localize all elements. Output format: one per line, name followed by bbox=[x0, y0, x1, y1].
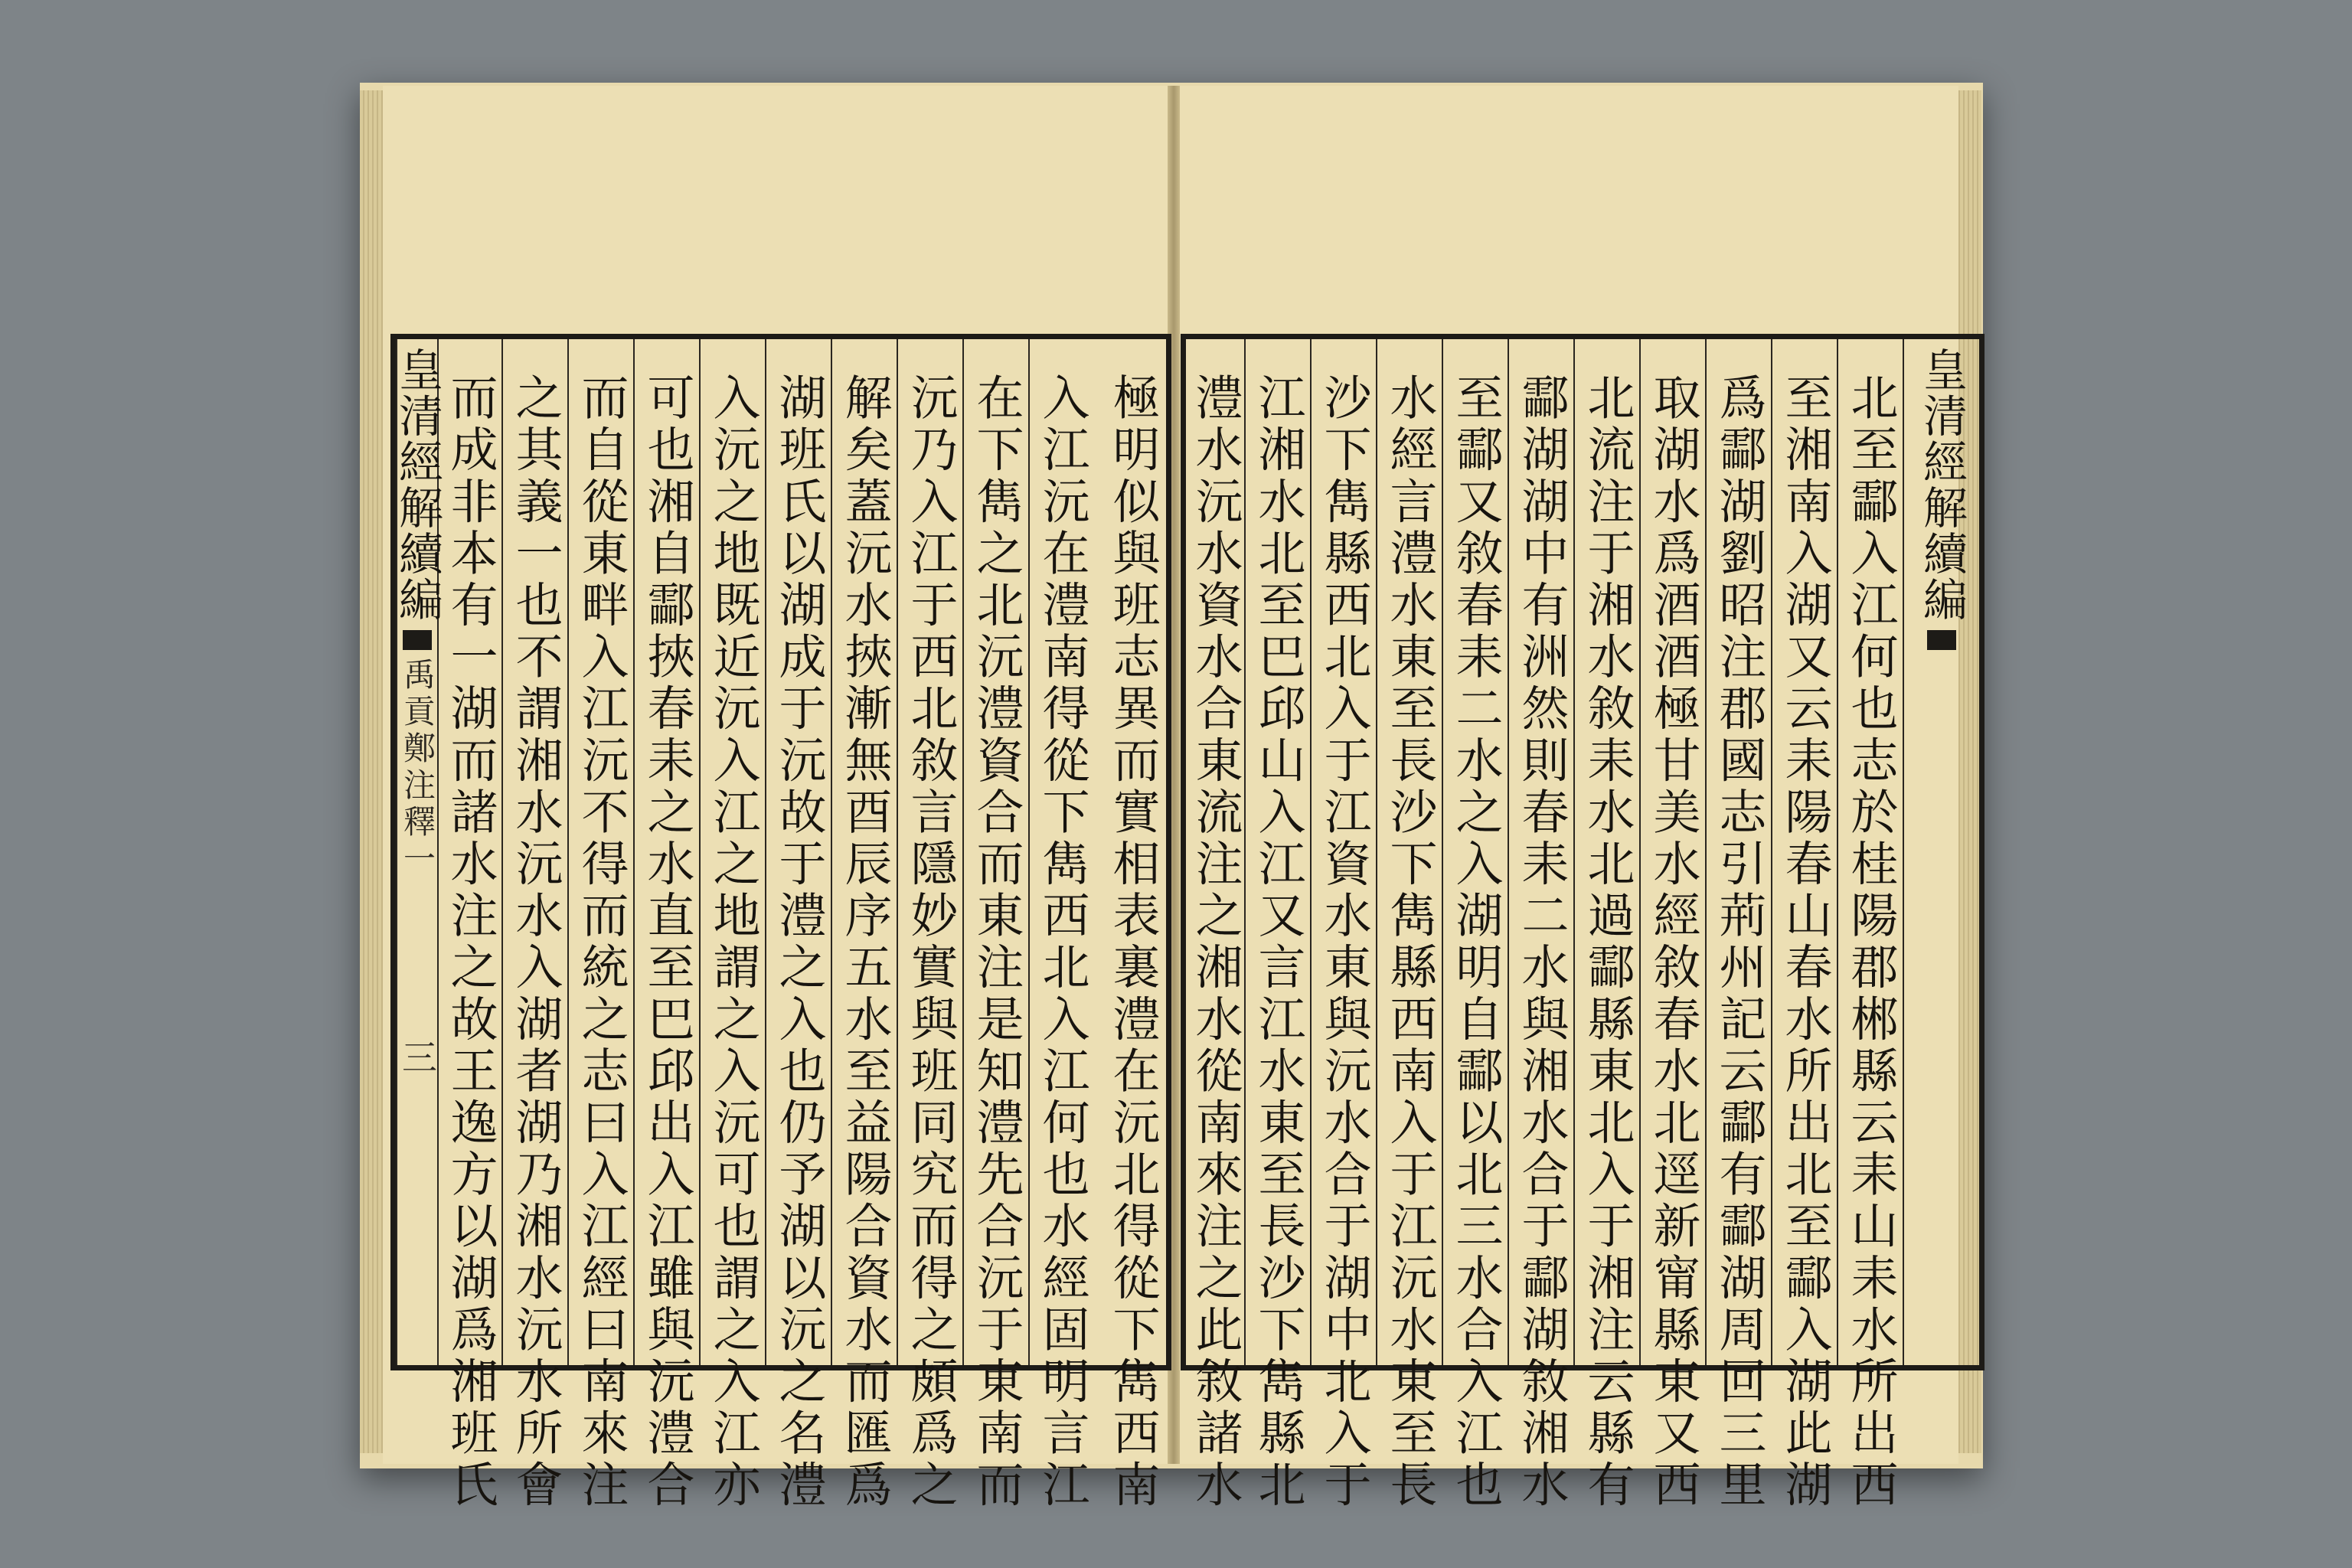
column-text: 入江沅在澧南得從下雋西北入江何也水經固明言江 bbox=[1034, 373, 1090, 1512]
column-text: 而自從東畔入江沅不得而統之志曰入江經曰南來注 bbox=[573, 373, 629, 1512]
text-column bbox=[1508, 339, 1573, 1512]
column-text: 沅乃入江于西北敘言隱妙實與班同究而得之頗爲之 bbox=[903, 373, 959, 1512]
left-text-frame bbox=[390, 334, 1171, 1512]
column-text: 水經言澧水東至長沙下雋縣西南入于江沅水東至長 bbox=[1382, 373, 1438, 1512]
text-column bbox=[1310, 339, 1376, 1512]
column-text: 澧水沅水資水合東流注之湘水從南來注之此敘諸水 bbox=[1187, 373, 1243, 1512]
column-text: 北流注于湘水敘耒水北過酃縣東北入于湘注云縣有 bbox=[1579, 373, 1635, 1512]
text-column bbox=[1771, 339, 1837, 1512]
text-column bbox=[501, 339, 567, 1512]
column-text: 酃湖湖中有洲然則春耒二水與湘水合于酃湖敘湘水 bbox=[1514, 373, 1570, 1512]
text-column bbox=[1186, 339, 1244, 1512]
book-title: 皇清經解續編 bbox=[391, 347, 443, 622]
text-column bbox=[1573, 339, 1639, 1512]
text-column bbox=[831, 339, 897, 1512]
text-column bbox=[897, 339, 962, 1512]
text-column bbox=[1442, 339, 1508, 1512]
chapter-title: 禹貢鄭注釋一 bbox=[399, 658, 436, 878]
text-column bbox=[765, 339, 831, 1512]
fold-column bbox=[391, 339, 443, 1365]
column-text: 沙下雋縣西北入于江資水東與沅水合于湖中北入于 bbox=[1316, 373, 1372, 1512]
text-column bbox=[1705, 339, 1771, 1512]
text-column bbox=[567, 339, 633, 1512]
column-text: 入沅之地既近沅入江之地謂之入沅可也謂之入江亦 bbox=[705, 373, 761, 1512]
column-text: 極明似與班志異而實相表裏澧在沅北得從下雋西南 bbox=[1105, 373, 1161, 1512]
column-text: 可也湘自酃挾春耒之水直至巴邱出入江雖與沅澧合 bbox=[639, 373, 695, 1512]
column-text: 至湘南入湖又云耒陽春山春水所出北至酃入湖此湖 bbox=[1777, 373, 1833, 1512]
column-text: 爲酃湖劉昭注郡國志引荊州記云酃有酃湖周回三里 bbox=[1711, 373, 1767, 1512]
text-column bbox=[1244, 339, 1310, 1512]
column-text: 而成非本有一湖而諸水注之故王逸方以湖爲湘班氏 bbox=[443, 373, 498, 1512]
text-column bbox=[1837, 339, 1903, 1512]
right-text-frame bbox=[1181, 334, 1984, 1512]
fold-column bbox=[1903, 339, 1979, 1365]
fish-tail-mark bbox=[403, 630, 432, 650]
text-column bbox=[633, 339, 699, 1512]
column-text: 北至酃入江何也志於桂陽郡郴縣云耒山耒水所出西 bbox=[1843, 373, 1899, 1512]
column-text: 之其義一也不謂湘水沅水入湖者湖乃湘水沅水所會 bbox=[508, 373, 564, 1512]
column-text: 在下雋之北沅澧資合而東注是知澧先合沅于東南而 bbox=[969, 373, 1024, 1512]
fish-tail-mark bbox=[1927, 630, 1956, 650]
column-text: 取湖水爲酒酒極甘美水經敘春水北逕新甯縣東又西 bbox=[1645, 373, 1701, 1512]
text-column bbox=[699, 339, 765, 1512]
column-text: 解矣蓋沅水挾漸無酉辰序五水至益陽合資水而匯爲 bbox=[837, 373, 893, 1512]
page-number: 三 bbox=[397, 1039, 438, 1074]
text-column bbox=[1094, 339, 1171, 1512]
text-column bbox=[1639, 339, 1705, 1512]
text-column bbox=[1028, 339, 1094, 1512]
column-text: 至酃又敘春耒二水之入湖明自酃以北三水合入江也 bbox=[1448, 373, 1504, 1512]
text-column bbox=[962, 339, 1028, 1512]
column-text: 湖班氏以湖成于沅故于澧之入也仍予湖以沅之名澧 bbox=[771, 373, 827, 1512]
column-text: 江湘水北至巴邱山入江又言江水東至長沙下雋縣北 bbox=[1250, 373, 1306, 1512]
text-column bbox=[1376, 339, 1442, 1512]
book-title: 皇清經解續編 bbox=[1916, 347, 1968, 622]
